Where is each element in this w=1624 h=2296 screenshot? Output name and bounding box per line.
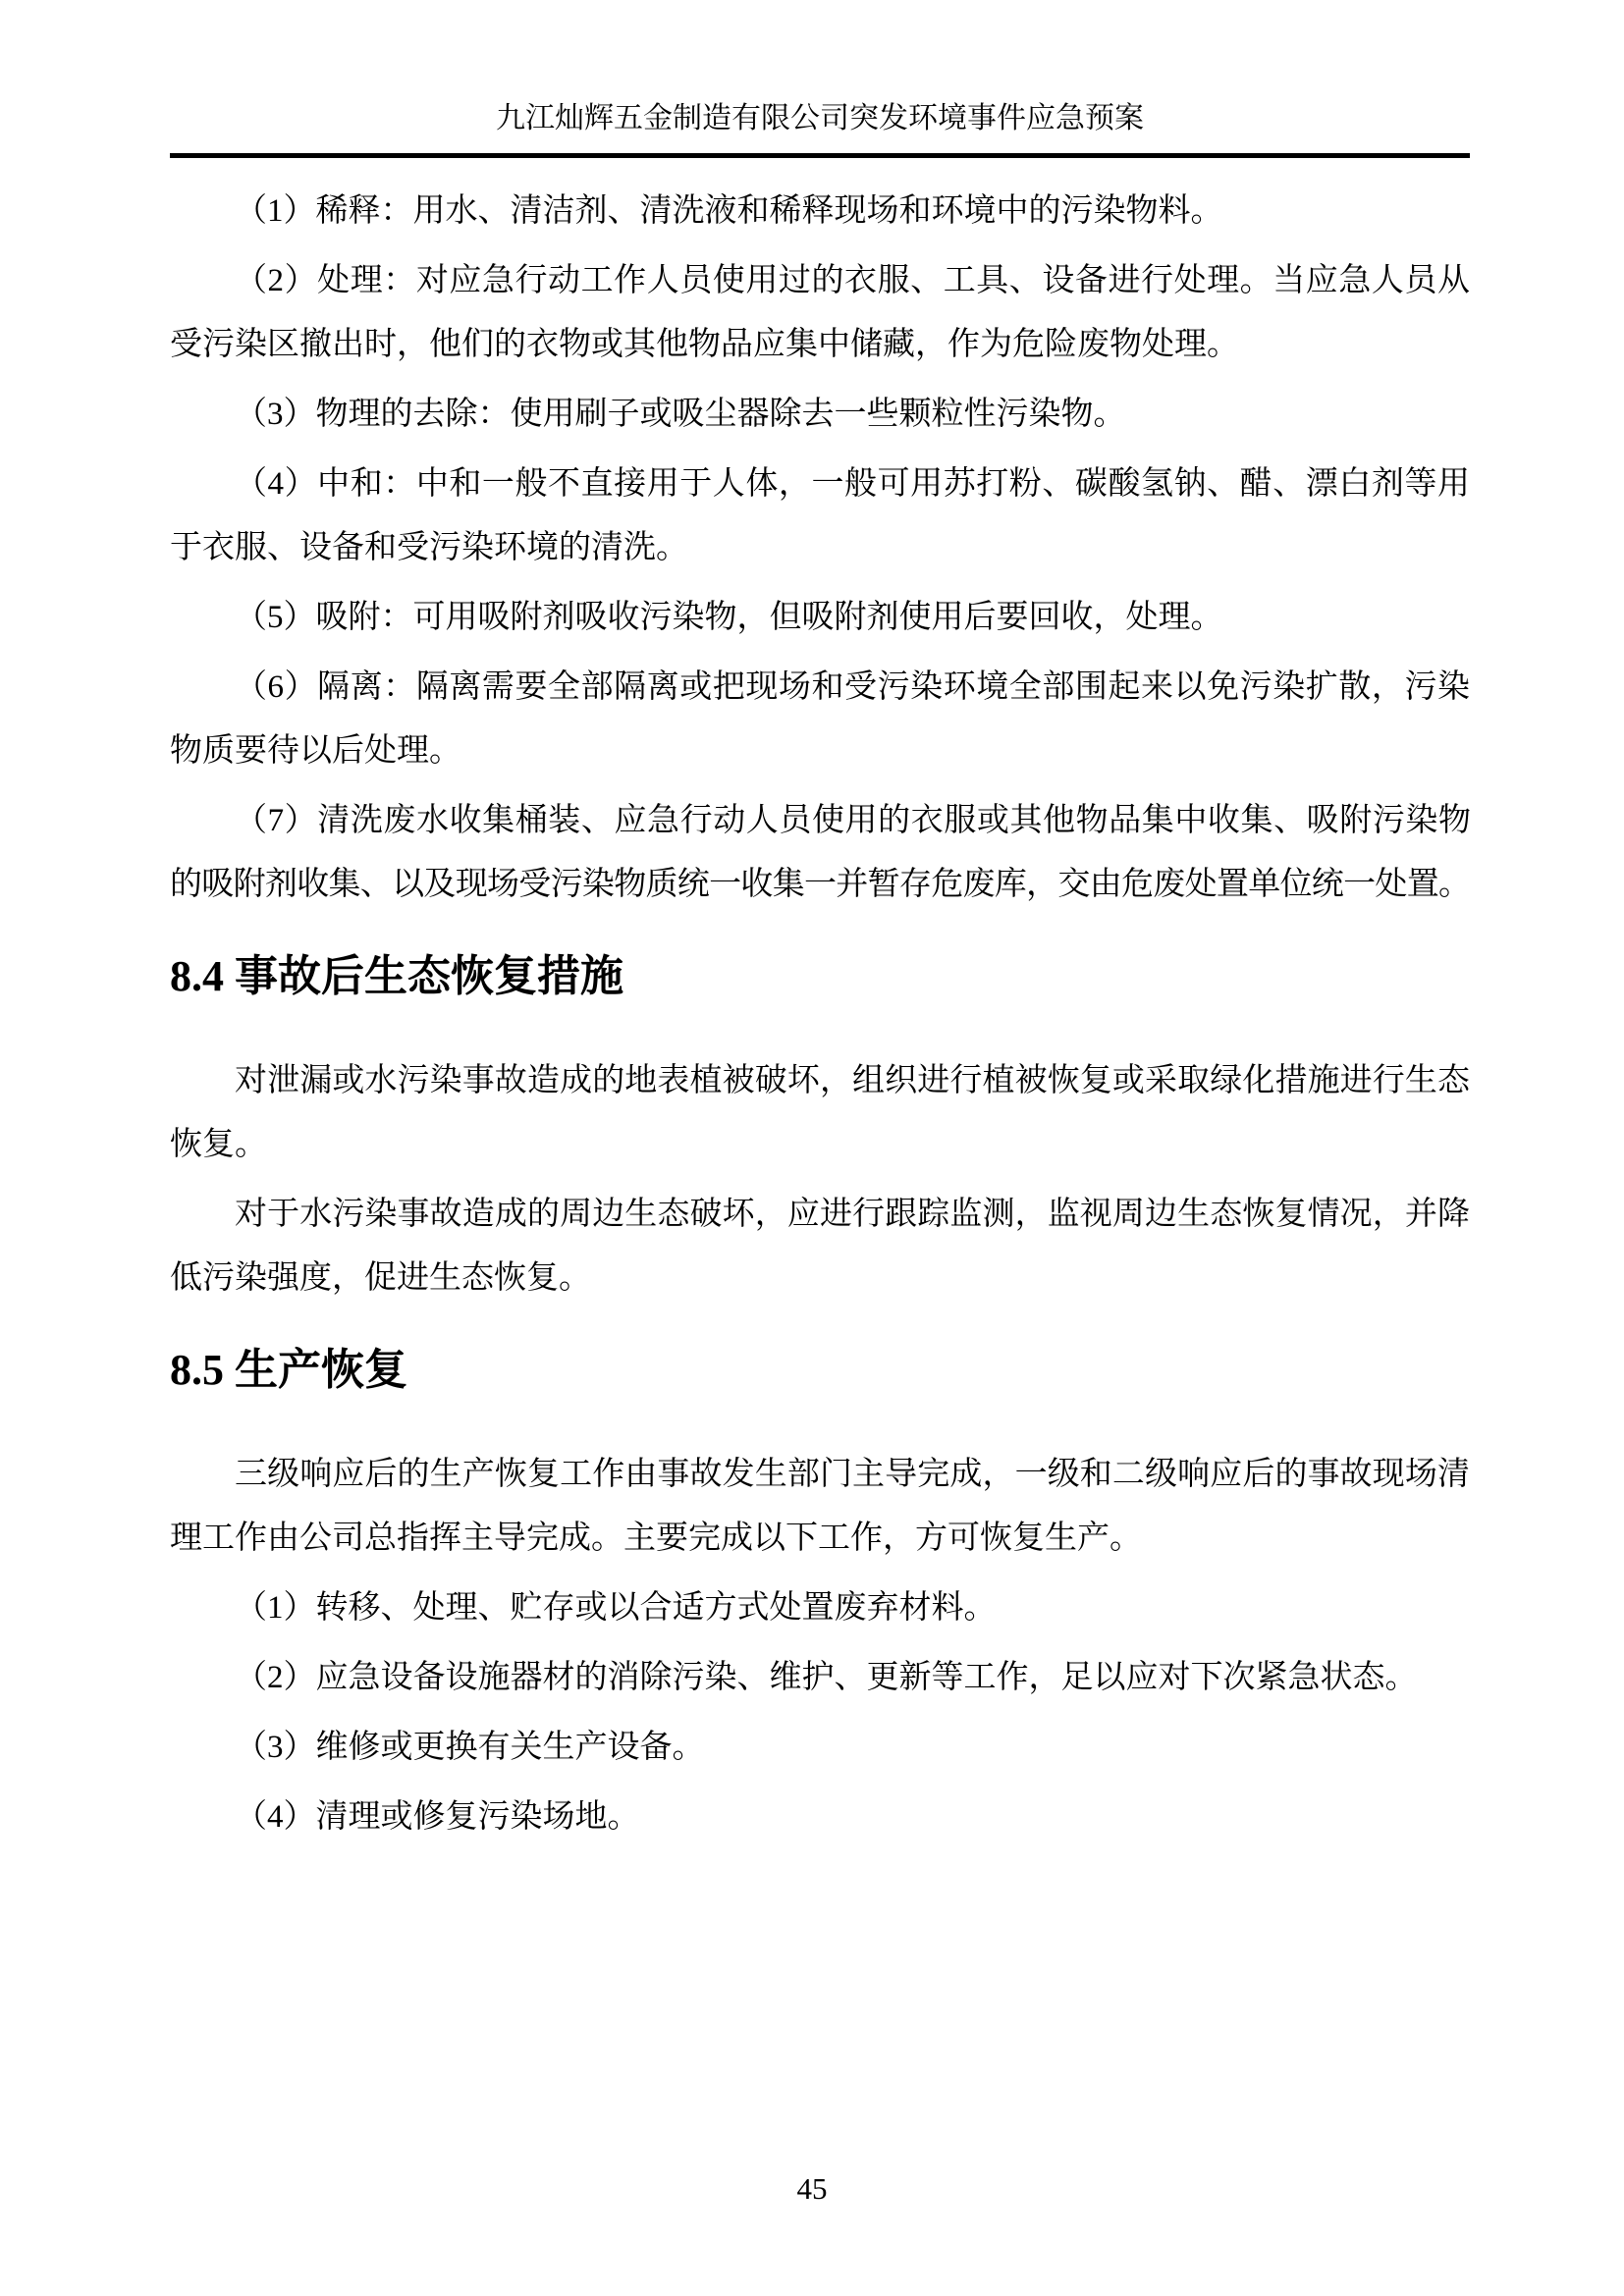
section-heading: 8.4 事故后生态恢复措施 <box>170 952 623 1000</box>
paragraph-line: （1）转移、处理、贮存或以合适方式处置废弃材料。 <box>235 1590 997 1626</box>
paragraph-line: （3）物理的去除：使用刷子或吸尘器除去一些颗粒性污染物。 <box>235 397 1126 432</box>
paragraph <box>170 1786 1470 1849</box>
paragraph-line: （2）应急设备设施器材的消除污染、维护、更新等工作，足以应对下次紧急状态。 <box>235 1660 1418 1695</box>
document-body <box>170 180 1470 1849</box>
paragraph-line: 于衣服、设备和受污染环境的清洗。 <box>170 530 688 565</box>
paragraph-line: （4）清理或修复污染场地。 <box>235 1799 640 1835</box>
paragraph-line: （7）清洗废水收集桶装、应急行动人员使用的衣服或其他物品集中收集、吸附污染物 <box>235 803 1470 838</box>
paragraph <box>170 1646 1470 1710</box>
paragraph-line: （5）吸附：可用吸附剂吸收污染物，但吸附剂使用后要回收，处理。 <box>235 600 1223 635</box>
paragraph <box>170 586 1470 650</box>
paragraph-line: 物质要待以后处理。 <box>170 733 461 769</box>
paragraph <box>170 1049 1470 1177</box>
paragraph-line: （3）维修或更换有关生产设备。 <box>235 1730 705 1765</box>
paragraph-line: 三级响应后的生产恢复工作由事故发生部门主导完成，一级和二级响应后的事故现场清 <box>235 1457 1470 1492</box>
paragraph-line: 对泄漏或水污染事故造成的地表植被破坏，组织进行植被恢复或采取绿化措施进行生态 <box>235 1063 1470 1098</box>
paragraph <box>170 1576 1470 1640</box>
paragraph-line: （6）隔离：隔离需要全部隔离或把现场和受污染环境全部围起来以免污染扩散，污染 <box>235 669 1470 705</box>
paragraph-line: 理工作由公司总指挥主导完成。主要完成以下工作，方可恢复生产。 <box>170 1521 1142 1556</box>
paragraph-line: 低污染强度，促进生态恢复。 <box>170 1260 591 1296</box>
paragraph-line: （2）处理：对应急行动工作人员使用过的衣服、工具、设备进行处理。当应急人员从 <box>235 263 1470 298</box>
paragraph <box>170 453 1470 580</box>
paragraph <box>170 1443 1470 1571</box>
paragraph-line: 对于水污染事故造成的周边生态破坏，应进行跟踪监测，监视周边生态恢复情况，并降 <box>235 1197 1470 1232</box>
paragraph <box>170 383 1470 447</box>
paragraph <box>170 1716 1470 1780</box>
paragraph-line: 的吸附剂收集、以及现场受污染物质统一收集一并暂存危废库，交由危废处置单位统一处置。 <box>170 867 1470 902</box>
paragraph <box>170 1183 1470 1310</box>
page-header <box>170 98 1470 158</box>
paragraph <box>170 789 1470 917</box>
paragraph <box>170 180 1470 243</box>
page-header-title: 九江灿辉五金制造有限公司突发环境事件应急预案 <box>496 102 1144 134</box>
paragraph <box>170 249 1470 377</box>
paragraph-line: 恢复。 <box>170 1127 267 1162</box>
section-heading: 8.5 生产恢复 <box>170 1346 407 1394</box>
paragraph-line: （1）稀释：用水、清洁剂、清洗液和稀释现场和环境中的污染物料。 <box>235 193 1223 229</box>
paragraph-line: （4）中和：中和一般不直接用于人体，一般可用苏打粉、碳酸氢钠、醋、漂白剂等用 <box>235 466 1470 502</box>
paragraph-line: 受污染区撤出时，他们的衣物或其他物品应集中储藏，作为危险废物处理。 <box>170 327 1239 362</box>
page-footer <box>0 2171 1624 2207</box>
page-number: 45 <box>796 2171 828 2206</box>
paragraph <box>170 656 1470 783</box>
